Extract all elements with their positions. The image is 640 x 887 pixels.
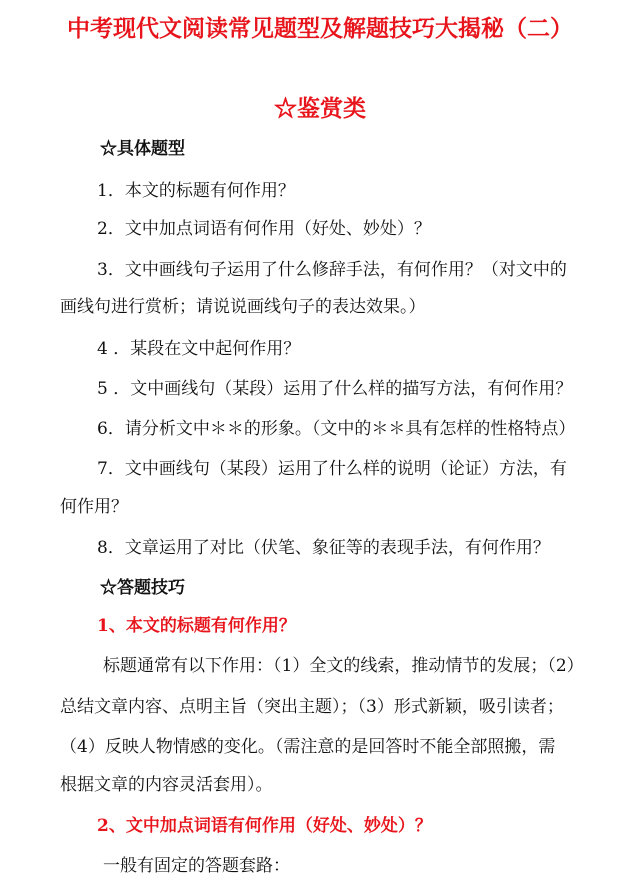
page-title: 中考现代文阅读常见题型及解题技巧大揭秘（二） [67,15,573,42]
question-line: 画线句进行赏析；请说说画线句子的表达效果。） [60,297,426,317]
tip-line: 标题通常有以下作用：（1）全文的线索，推动情节的发展；（2） [103,656,584,676]
tip-heading: 1、本文的标题有何作用？ [97,616,296,636]
tip-line: 一般有固定的答题套路： [103,856,290,876]
tip-line: （4）反映人物情感的变化。（需注意的是回答时不能全部照搬，需 [60,737,556,757]
tip-heading: 2、文中加点词语有何作用（好处、妙处）？ [97,816,432,836]
section-heading-answer-tips: ☆答题技巧 [100,578,185,598]
question-line: 1．本文的标题有何作用？ [97,181,295,201]
category-heading: ☆鉴赏类 [274,95,366,122]
tip-line: 根据文章的内容灵活套用）。 [60,775,273,795]
section-heading-question-types: ☆具体题型 [100,139,185,159]
question-line: 5 ．文中画线句（某段）运用了什么样的描写方法，有何作用？ [97,379,573,399]
question-line: 6．请分析文中＊＊的形象。（文中的＊＊具有怎样的性格特点） [97,419,576,439]
tip-line: 总结文章内容、点明主旨（突出主题）；（3）形式新颖，吸引读者； [60,697,564,717]
question-line: 7．文中画线句（某段）运用了什么样的说明（论证）方法，有 [97,459,567,479]
question-line: 4 ．某段在文中起何作用？ [97,339,301,359]
question-line: 8．文章运用了对比（伏笔、象征等的表现手法，有何作用？ [97,538,550,558]
question-line: 3．文中画线句子运用了什么修辞手法，有何作用？（对文中的 [97,260,567,280]
question-line: 何作用？ [60,497,128,517]
question-line: 2．文中加点词语有何作用（好处、妙处）？ [97,219,431,239]
